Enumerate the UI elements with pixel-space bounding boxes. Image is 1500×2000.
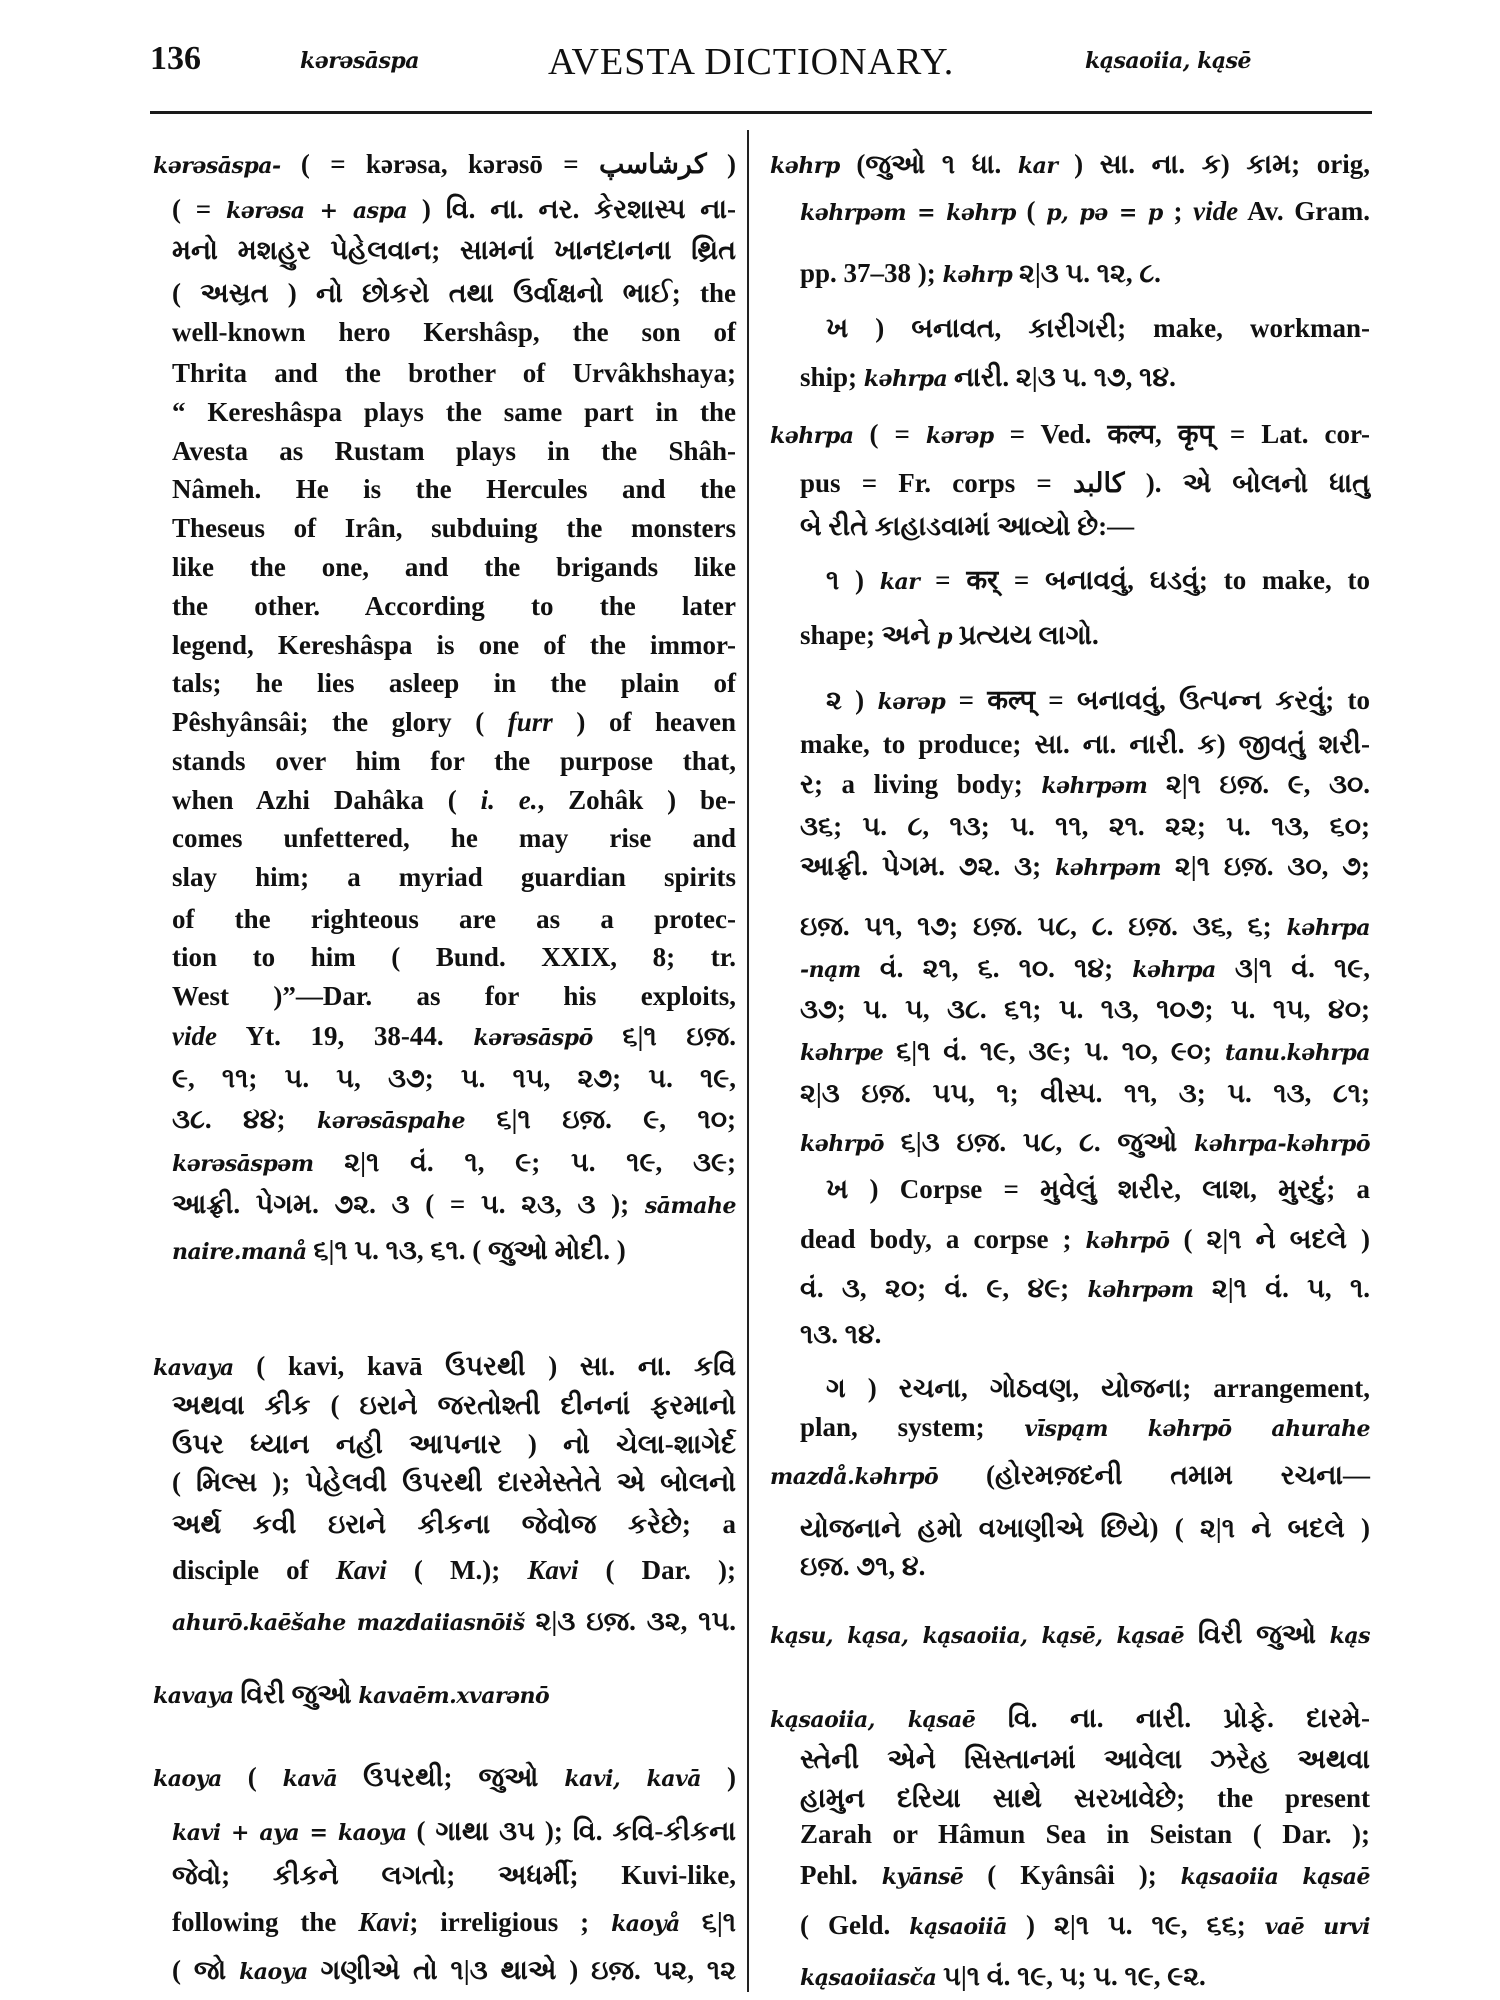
avestan-word: kaoyå [611,1911,680,1937]
entry-text-line [800,1124,1370,1162]
entry-text-line [172,1101,736,1139]
entry-text-line [172,665,736,701]
entry-text-line [172,782,736,818]
text-segment: વિ. ના. નારી. પ્રોફે. દારમે- [975,1703,1370,1733]
text-segment: slay him; a myriad guardian spirits [172,862,736,892]
entry-text-line [826,310,1370,346]
text-segment: ૨|૧ ઇજ઼. ૯, ૩૦. [1147,769,1370,799]
text-segment: disciple of [172,1555,336,1585]
avestan-word: kavaya [153,1355,234,1381]
text-segment: when Azhi Dahâka ( [172,785,481,815]
text-segment: ૩૭; ૫. ૫, ૩૮. ૬૧; ૫. ૧૩, ૧૦૭; ૫. ૧૫, ૪૦; [800,994,1370,1024]
text-segment: ૨|૩ ૫. ૧૨, ૮. [1012,258,1161,288]
avestan-word: kəhrpō [1085,1228,1170,1254]
entry-text-line [800,1033,1370,1071]
avestan-word: kərəp [877,689,946,715]
text-segment: Pehl. [800,1860,882,1890]
text-segment: અર્થ કવી ઇરાને કીકના જેવોજ કરેછે; a [172,1509,736,1539]
avestan-word: p, pə = p [1046,200,1163,226]
entry-headword-line [770,1700,1370,1738]
entry-text-line [172,1232,736,1270]
entry-text-line [172,1144,736,1182]
text-segment: dead body, a corpse ; [800,1224,1086,1254]
text-segment: વિરી જુઓ [1184,1619,1330,1649]
avestan-word: tanu.kəhrpa [1224,1040,1370,1066]
avestan-word: kəhrpəm = kəhrp [800,200,1016,226]
entry-text-line [172,394,736,430]
text-segment: સ્તેની એને સિસ્તાનમાં આવેલા ઝરેહ અથવા [800,1744,1370,1774]
entry-headword-line [770,1616,1370,1654]
text-segment: ૫|૧ વં. ૧૯, ૫; ૫. ૧૯, ૯૨. [936,1961,1206,1991]
entry-text-line [172,1603,736,1641]
avestan-word: kəhrpe [800,1040,884,1066]
entry-text-line [800,465,1370,501]
entry-text-line [172,1506,736,1542]
text-segment: પ્રત્યય લાગો. [952,620,1099,650]
text-segment: = कर् = બનાવવું, ઘડવું; to make, to [919,565,1370,595]
text-segment: make, to produce; સા. ના. નારી. ક) જીવતું શરી- [800,729,1370,759]
avestan-word: kavaēm.xvarənō [358,1683,550,1709]
italic-text: vide [1193,196,1239,226]
avestan-word: kəhrp [770,153,840,179]
text-segment: Nâmeh. He is the Hercules and the [172,474,736,504]
text-segment: ૧૩. ૧૪. [800,1319,882,1349]
text-segment: plan, system; [800,1412,1025,1442]
text-segment: ૩૮. ૪૪; [172,1104,317,1134]
text-segment: ૨|૧ ઇજ઼. ૩૦, ૭; [1161,851,1370,881]
avestan-word: kəhrpō [1147,1416,1232,1442]
text-segment: ( અસ્રત ) નો છોકરો તથા ઉર્વાક્ષનો ભાઈ; the [172,278,736,308]
text-segment [1232,1412,1272,1442]
entry-text-line [800,950,1370,988]
text-segment [1108,1412,1148,1442]
avestan-word: kavi, kavā [564,1766,702,1792]
text-segment: ૯, ૧૧; ૫. ૫, ૩૭; ૫. ૧૫, ૨૭; ૫. ૧૯, [172,1063,736,1093]
text-segment: ) [701,1762,736,1792]
text-segment: (હોરમજ઼દની તમામ રચના— [938,1460,1370,1490]
italic-text: i. e. [480,785,538,815]
entry-text-line [172,510,736,546]
text-segment: અથવા કીક ( ઇરાને જરતોશ્તી દીનનાં ફરમાનો [172,1390,736,1420]
entry-text-line [172,1060,736,1096]
italic-text: furr [507,707,553,737]
text-segment: Avesta as Rustam plays in the Shâh- [172,436,736,466]
text-segment: ( = [853,419,926,449]
text-segment: ૬|૧ ૫. ૧૩, ૬૧. ( જુઓ મોદી. ) [306,1235,626,1265]
entry-text-line [800,1510,1370,1546]
text-segment: comes unfettered, he may rise and [172,823,736,853]
text-segment: tion to him ( Bund. XXIX, 8; tr. [172,942,736,972]
page-title: AVESTA DICTIONARY. [548,41,955,83]
entry-text-line [172,820,736,856]
entry-text-line [172,901,736,937]
text-segment: ખ ) બનાવત, કારીગરી; make, workman- [826,313,1370,343]
entry-text-line [800,508,1370,544]
text-segment: tals; he lies asleep in the plain of [172,668,736,698]
entry-text-line [172,355,736,391]
avestan-word: kəhrpō [800,1131,884,1157]
text-segment: ship; [800,362,864,392]
avestan-word: p [937,624,953,650]
text-segment: ( ગાથા ૩૫ ); વિ. કવિ-કીકના [406,1816,736,1846]
text-segment: (જુઓ ૧ ધા. [839,149,1018,179]
text-segment: ઇજ઼. ૭૧, ૪. [800,1551,926,1581]
entry-text-line [172,1813,736,1851]
avestan-word: kəhrpəm [1055,855,1162,881]
entry-text-line [826,682,1370,720]
text-segment: ૬|૧ [679,1907,736,1937]
entry-headword-line [770,146,1370,184]
avestan-word: kąs [1329,1623,1370,1649]
italic-text: Kavi [358,1907,410,1937]
entry-text-line [800,1270,1370,1308]
text-segment: ( kavi, kavā ઉપરથી ) સા. ના. કવિ [233,1351,736,1381]
text-segment: ( Dar. ); [578,1555,736,1585]
entry-text-line [172,1186,736,1224]
text-segment: ; [1162,196,1194,226]
entry-text-line [172,1857,736,1893]
entry-text-line [172,1464,736,1500]
entry-text-line [172,549,736,585]
text-segment: pp. 37–38 ); [800,258,943,288]
text-segment: ૩|૧ વં. ૧૯, [1215,953,1370,983]
header-rule [150,111,1372,114]
text-segment: ૬|૧ વં. ૧૯, ૩૯; ૫. ૧૦, ૯૦; [883,1036,1225,1066]
text-segment: following the [172,1907,359,1937]
text-segment: ૬|૩ ઇજ઼. ૫૮, ૮. જુઓ [883,1127,1195,1157]
entry-text-line [172,1952,736,1990]
entry-text-line [172,978,736,1014]
text-segment: ૧ ) [826,565,880,595]
text-segment: Pêshyânsâi; the glory ( [172,707,508,737]
text-segment: વં. ૩, ૨૦; વં. ૯, ૪૯; [800,1273,1088,1303]
avestan-word: kąsu, kąsa, kąsaoiia, kąsē, kąsaē [770,1623,1185,1649]
italic-text: Kavi [527,1555,579,1585]
text-segment: “ Kereshâspa plays the same part in the [172,397,736,427]
entry-text-line [800,726,1370,762]
text-segment: વં. ૨૧, ૬. ૧૦. ૧૪; [860,953,1133,983]
text-segment: મનો મશહુર પેહેલવાન; સામનાં ખાનદાનના થ્રિત [172,235,736,265]
text-segment: , Zohâk ) be- [537,785,736,815]
entry-text-line [800,359,1370,397]
entry-text-line [800,766,1370,804]
avestan-word: kavi + aya = kaoya [172,1820,407,1846]
entry-text-line [172,588,736,624]
text-segment: ૩૬; ૫. ૮, ૧૩; ૫. ૧૧, ૨૧. ૨૨; ૫. ૧૩, ૬૦; [800,811,1370,841]
entry-text-line [800,255,1370,293]
entry-text-line [172,939,736,975]
avestan-word: vaē [1264,1914,1305,1940]
text-segment: ( મિલ્સ ); પેહેલવી ઉપરથી દારમેસ્તેતે એ બોલનો [172,1467,736,1497]
text-segment: of the righteous are as a protec- [172,904,736,934]
entry-text-line [826,562,1370,600]
text-segment: ૨|૩ ઇજ઼. ૫૫, ૧; વીસ્પ. ૧૧, ૩; ૫. ૧૩, ૮૧; [800,1078,1370,1108]
avestan-word: mazdaiiasnōiš [356,1610,525,1636]
avestan-word: kar [1017,153,1058,179]
entry-text-line [800,991,1370,1027]
avestan-word: kąsaoiiasča [800,1965,937,1991]
avestan-word: kąsaoiiā [909,1914,1008,1940]
text-segment [346,1606,357,1636]
avestan-word: kąsaē [1302,1864,1371,1890]
text-segment: ( = [172,194,226,224]
entry-text-line [800,808,1370,844]
text-segment: West )”—Dar. as for his exploits, [172,981,736,1011]
text-segment: જેવો; કીકને લગતો; અધર્મી; Kuvi-like, [172,1860,736,1890]
entry-text-line [172,743,736,779]
text-segment: વિરી જુઓ [233,1679,359,1709]
text-segment: ઉપર ધ્યાન નહી આપનાર ) નો ચેલા-શાગેર્દ [172,1429,736,1459]
avestan-word: kavā [282,1766,338,1792]
text-segment: ; irreligious ; [409,1907,612,1937]
avestan-word: -nąm [800,957,861,983]
entry-text-line [800,1857,1370,1895]
entry-text-line [800,1548,1370,1584]
text-segment: આફ્રી. પેગમ. ૭૨. ૩; [800,851,1056,881]
text-segment: ગ ) રચના, ગોઠવણ, યોજના; arrangement, [826,1373,1370,1403]
avestan-word: kəhrpəm [1041,773,1148,799]
text-segment [1278,1860,1302,1890]
text-segment: the other. According to the later [172,591,736,621]
text-segment: ( Geld. [800,1910,910,1940]
text-segment: like the one, and the brigands like [172,552,736,582]
avestan-word: kərəsāspahe [316,1108,465,1134]
avestan-word: ahurahe [1271,1416,1370,1442]
avestan-word: kəhrpa [1286,915,1370,941]
text-segment: ( M.); [386,1555,528,1585]
entry-text-line [800,1816,1370,1852]
text-segment: = कल्प् = બનાવવું, ઉત્પન્ન કરવું; to [945,685,1370,715]
entry-text-line [172,704,736,740]
text-segment: ૨|૩ ઇજ઼. ૩૨, ૧૫. [524,1606,736,1636]
entry-text-line [172,1552,736,1588]
entry-text-line [800,848,1370,886]
avestan-word: kəhrpa [863,366,948,392]
entry-text-line [800,1075,1370,1111]
avestan-word: kərəsāspa- [153,153,281,179]
avestan-word: kəhrp [942,262,1013,288]
text-segment: યોજનાને હમો વખાણીએ છિયે) ( ૨|૧ ને બદલે ) [800,1513,1370,1543]
text-segment: Av. Gram. [1238,196,1370,226]
avestan-word: kaoya [239,1959,308,1985]
entry-text-line [800,1221,1370,1259]
entry-headword-line [770,416,1370,454]
page-number: 136 [150,40,201,77]
entry-text-line [800,1316,1370,1352]
entry-text-line [172,471,736,507]
text-segment [1304,1910,1323,1940]
text-segment: Yt. 19, 38-44. [216,1021,474,1051]
text-segment: ) ૨|૧ ૫. ૧૯, ૬૬; [1007,1910,1265,1940]
text-segment: well-known hero Kershâsp, the son of [172,317,736,347]
text-segment: Thrita and the brother of Urvâkhshaya; [172,358,736,388]
text-segment: ) સા. ના. ક) કામ; orig, [1057,149,1370,179]
italic-text: Kavi [335,1555,387,1585]
avestan-word: kyānsē [881,1864,964,1890]
entry-text-line [800,1780,1370,1816]
text-segment: ઇજ઼. ૫૧, ૧૭; ઇજ઼. ૫૮, ૮. ઇજ઼. ૩૬, ૬; [800,911,1287,941]
avestan-word: mazdå.kəhrpō [770,1464,939,1490]
text-segment: ( જો [172,1955,240,1985]
text-segment: ૨|૧ વં. ૧, ૯; ૫. ૧૯, ૩૯; [313,1147,736,1177]
entry-headword-line [153,146,736,184]
avestan-word: kəhrpa [1132,957,1216,983]
entry-headword-line [770,1457,1370,1495]
entry-text-line [800,193,1370,231]
text-segment: ગણીએ તો ૧|૩ થાએ ) ઇજ઼. ૫૨, ૧૨ [307,1955,736,1985]
text-segment: ( [221,1762,283,1792]
text-segment: ) of heaven [552,707,737,737]
entry-text-line [800,1741,1370,1777]
entry-text-line [826,1171,1370,1207]
entry-text-line [172,1387,736,1423]
text-segment: shape; અને [800,620,938,650]
entry-text-line [172,433,736,469]
right-catchword: kąsaoiia, kąsē [1085,48,1251,74]
entry-text-line [172,275,736,311]
column-divider [747,130,749,1992]
avestan-word: kərəp [925,423,994,449]
entry-text-line [800,1409,1370,1447]
avestan-word: kərəsāspəm [172,1151,314,1177]
avestan-word: kaoya [153,1766,222,1792]
text-segment: ર; a living body; [800,769,1042,799]
entry-text-line [800,617,1370,655]
italic-text: vide [172,1021,217,1051]
text-segment: legend, Kereshâspa is one of the immor- [172,630,736,660]
text-segment: ખ ) Corpse = મુવેલું શરીર, લાશ, મુરદું; a [826,1174,1370,1204]
entry-text-line [172,1426,736,1462]
text-segment: ) વિ. ના. નર. કેરશાસ્પ ના- [407,194,737,224]
text-segment: હામુન દરિયા સાથે સરખાવેછે; the present [800,1783,1370,1813]
avestan-word: kəhrpəm [1087,1277,1194,1303]
entry-text-line [172,191,736,229]
entry-headword-line [153,1759,736,1797]
avestan-word: kąsaoiia [1180,1864,1279,1890]
entry-text-line [800,1958,1370,1996]
avestan-word: vīspąm [1024,1416,1108,1442]
text-segment: ( [1015,196,1047,226]
entry-text-line [172,314,736,350]
text-segment: Theseus of Irân, subduing the monsters [172,513,736,543]
entry-headword-line [153,1676,736,1714]
avestan-word: kar [879,569,920,595]
text-segment: ( Kyânsâi ); [963,1860,1181,1890]
text-segment: ૨|૧ વં. ૫, ૧. [1193,1273,1370,1303]
avestan-word: sāmahe [644,1193,736,1219]
text-segment: stands over him for the purpose that, [172,746,736,776]
text-segment: Zarah or Hâmun Sea in Seistan ( Dar. ); [800,1819,1370,1849]
avestan-word: kəhrpa-kəhrpō [1194,1131,1370,1157]
text-segment: આફ્રી. પેગમ. ૭૨. ૩ ( = ૫. ૨૩, ૩ ); [172,1189,645,1219]
text-segment: બે રીતે કાહાડવામાં આવ્યો છે:— [800,511,1135,541]
left-catchword: kərəsāspa [300,48,419,74]
entry-text-line [172,1018,736,1056]
avestan-word: kavaya [153,1683,234,1709]
entry-text-line [800,1907,1370,1945]
text-segment: ૬|૧ ઇજ઼. ૯, ૧૦; [464,1104,736,1134]
entry-text-line [172,859,736,895]
entry-text-line [800,908,1370,946]
avestan-word: naire.manå [172,1239,307,1265]
avestan-word: kəhrpa [770,423,854,449]
entry-text-line [172,232,736,268]
avestan-word: ahurō.kaēšahe [172,1610,346,1636]
entry-text-line [172,627,736,663]
avestan-word: kərəsāspō [473,1025,593,1051]
avestan-word: kąsaoiia, kąsaē [770,1707,976,1733]
text-segment: ઉપરથી; જુઓ [337,1762,565,1792]
text-segment: pus = Fr. corps = کالبد ). એ બોલનો ધાતુ [800,468,1370,498]
entry-text-line [826,1370,1370,1406]
text-segment: ૬|૧ ઇજ઼. [592,1021,737,1051]
entry-headword-line [153,1348,736,1386]
entry-text-line [172,1904,736,1942]
text-segment: ૨ ) [826,685,878,715]
text-segment: નારી. ૨|૩ ૫. ૧૭, ૧૪. [947,362,1176,392]
avestan-word: kərəsa + aspa [226,198,408,224]
text-segment: ( ૨|૧ ને બદલે ) [1169,1224,1371,1254]
avestan-word: urvi [1323,1914,1371,1940]
text-segment: ( = kərəsa, kərəsō = کرشاسپ ) [280,149,736,179]
text-segment: = Ved. कल्प, कृप् = Lat. cor- [993,419,1370,449]
